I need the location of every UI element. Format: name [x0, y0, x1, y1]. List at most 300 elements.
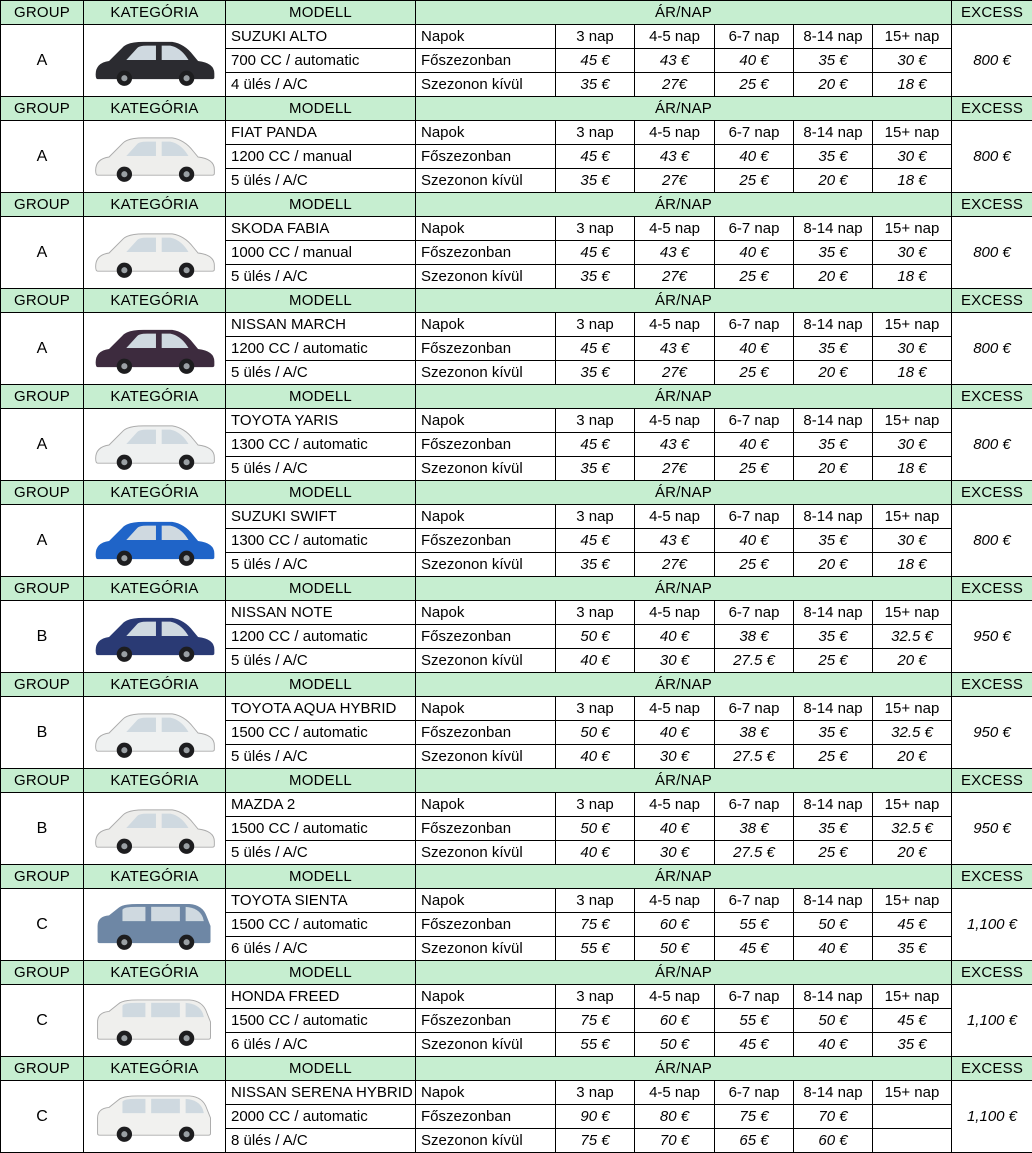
group-header: GROUP [1, 577, 84, 601]
high-season-price: 40 € [715, 145, 794, 169]
off-season-price: 25 € [715, 361, 794, 385]
excess-header: EXCESS [952, 289, 1032, 313]
group-letter: C [1, 985, 84, 1057]
car-engine: 1300 CC / automatic [226, 433, 416, 457]
car-row-days [1, 217, 1032, 241]
off-season-price: 27€ [635, 361, 715, 385]
off-season-label: Szezonon kívül [416, 361, 556, 385]
high-season-price: 43 € [635, 49, 715, 73]
group-letter: B [1, 697, 84, 769]
high-season-price: 75 € [715, 1105, 794, 1129]
ar-nap-header: ÁR/NAP [416, 577, 952, 601]
day-column-header: 4-5 nap [635, 601, 715, 625]
excess-header: EXCESS [952, 673, 1032, 697]
modell-header: MODELL [226, 1057, 416, 1081]
group-letter: A [1, 313, 84, 385]
car-seats: 5 ülés / A/C [226, 169, 416, 193]
day-column-header: 6-7 nap [715, 409, 794, 433]
excess-header: EXCESS [952, 961, 1032, 985]
day-column-header: 8-14 nap [794, 409, 873, 433]
off-season-price: 18 € [873, 457, 952, 481]
off-season-price: 30 € [635, 841, 715, 865]
car-image-cell [84, 1081, 226, 1153]
car-image-cell [84, 889, 226, 961]
car-engine: 1000 CC / manual [226, 241, 416, 265]
group-header: GROUP [1, 1057, 84, 1081]
white-hatchback-car [88, 416, 222, 474]
car-engine: 1500 CC / automatic [226, 721, 416, 745]
day-column-header: 8-14 nap [794, 25, 873, 49]
off-season-price: 25 € [794, 841, 873, 865]
high-season-label: Főszezonban [416, 625, 556, 649]
day-column-header: 3 nap [556, 217, 635, 241]
off-season-label: Szezonon kívül [416, 73, 556, 97]
group-letter: A [1, 25, 84, 97]
excess-value: 800 € [952, 313, 1032, 385]
off-season-price: 35 € [556, 73, 635, 97]
ar-nap-header: ÁR/NAP [416, 865, 952, 889]
kategoria-header: KATEGÓRIA [84, 673, 226, 697]
block-header-row [1, 673, 1032, 697]
block-header-row [1, 289, 1032, 313]
car-image-cell [84, 793, 226, 865]
off-season-price: 35 € [556, 457, 635, 481]
ar-nap-header: ÁR/NAP [416, 481, 952, 505]
group-letter: A [1, 217, 84, 289]
car-model: NISSAN SERENA HYBRID [226, 1081, 416, 1105]
high-season-price: 45 € [556, 529, 635, 553]
high-season-price: 75 € [556, 913, 635, 937]
day-column-header: 8-14 nap [794, 121, 873, 145]
car-row-days [1, 505, 1032, 529]
high-season-price: 45 € [556, 241, 635, 265]
off-season-price: 35 € [556, 265, 635, 289]
car-row-days [1, 25, 1032, 49]
high-season-price: 40 € [715, 529, 794, 553]
kategoria-header: KATEGÓRIA [84, 577, 226, 601]
excess-header: EXCESS [952, 481, 1032, 505]
high-season-price: 38 € [715, 721, 794, 745]
day-column-header: 4-5 nap [635, 697, 715, 721]
day-column-header: 6-7 nap [715, 313, 794, 337]
day-column-header: 6-7 nap [715, 121, 794, 145]
kategoria-header: KATEGÓRIA [84, 865, 226, 889]
excess-header: EXCESS [952, 385, 1032, 409]
off-season-label: Szezonon kívül [416, 553, 556, 577]
off-season-price: 20 € [794, 73, 873, 97]
high-season-label: Főszezonban [416, 529, 556, 553]
high-season-price: 45 € [556, 49, 635, 73]
group-header: GROUP [1, 769, 84, 793]
day-column-header: 6-7 nap [715, 505, 794, 529]
day-column-header: 3 nap [556, 25, 635, 49]
car-row-days [1, 889, 1032, 913]
modell-header: MODELL [226, 769, 416, 793]
ar-nap-header: ÁR/NAP [416, 193, 952, 217]
high-season-price: 40 € [635, 721, 715, 745]
block-header-row [1, 481, 1032, 505]
group-letter: C [1, 1081, 84, 1153]
off-season-price: 35 € [556, 361, 635, 385]
day-column-header: 6-7 nap [715, 985, 794, 1009]
car-image-cell [84, 601, 226, 673]
high-season-price: 45 € [873, 1009, 952, 1033]
high-season-price: 50 € [794, 1009, 873, 1033]
off-season-price: 27€ [635, 73, 715, 97]
high-season-price: 35 € [794, 337, 873, 361]
high-season-price: 40 € [715, 433, 794, 457]
day-column-header: 8-14 nap [794, 601, 873, 625]
day-column-header: 4-5 nap [635, 217, 715, 241]
off-season-price: 20 € [873, 745, 952, 769]
high-season-price: 32.5 € [873, 625, 952, 649]
group-header: GROUP [1, 1, 84, 25]
off-season-price: 35 € [556, 169, 635, 193]
high-season-label: Főszezonban [416, 337, 556, 361]
high-season-label: Főszezonban [416, 241, 556, 265]
day-column-header: 6-7 nap [715, 697, 794, 721]
car-seats: 6 ülés / A/C [226, 1033, 416, 1057]
block-header-row [1, 1057, 1032, 1081]
group-letter: A [1, 409, 84, 481]
group-letter: B [1, 601, 84, 673]
off-season-price: 27€ [635, 553, 715, 577]
kategoria-header: KATEGÓRIA [84, 769, 226, 793]
off-season-price: 27.5 € [715, 841, 794, 865]
day-column-header: 8-14 nap [794, 1081, 873, 1105]
kategoria-header: KATEGÓRIA [84, 193, 226, 217]
excess-value: 1,100 € [952, 985, 1032, 1057]
high-season-label: Főszezonban [416, 721, 556, 745]
white-hatchback-car [88, 704, 222, 762]
off-season-price: 20 € [794, 169, 873, 193]
off-season-label: Szezonon kívül [416, 1129, 556, 1153]
off-season-price: 60 € [794, 1129, 873, 1153]
off-season-label: Szezonon kívül [416, 841, 556, 865]
car-engine: 1200 CC / automatic [226, 625, 416, 649]
modell-header: MODELL [226, 385, 416, 409]
high-season-price: 50 € [556, 817, 635, 841]
car-image-cell [84, 121, 226, 193]
off-season-price: 27€ [635, 457, 715, 481]
day-column-header: 6-7 nap [715, 601, 794, 625]
car-model: HONDA FREED [226, 985, 416, 1009]
car-model: TOYOTA YARIS [226, 409, 416, 433]
day-column-header: 8-14 nap [794, 889, 873, 913]
excess-header: EXCESS [952, 577, 1032, 601]
high-season-price: 35 € [794, 721, 873, 745]
car-engine: 1200 CC / automatic [226, 337, 416, 361]
white-minivan-car [88, 1088, 222, 1146]
off-season-price: 45 € [715, 1033, 794, 1057]
car-seats: 5 ülés / A/C [226, 361, 416, 385]
excess-header: EXCESS [952, 1, 1032, 25]
high-season-price: 30 € [873, 337, 952, 361]
high-season-label: Főszezonban [416, 913, 556, 937]
off-season-label: Szezonon kívül [416, 457, 556, 481]
car-model: NISSAN MARCH [226, 313, 416, 337]
day-column-header: 3 nap [556, 121, 635, 145]
purple-hatchback-car [88, 320, 222, 378]
modell-header: MODELL [226, 97, 416, 121]
group-header: GROUP [1, 865, 84, 889]
days-label: Napok [416, 217, 556, 241]
excess-value: 800 € [952, 25, 1032, 97]
car-row-days [1, 1081, 1032, 1105]
off-season-label: Szezonon kívül [416, 745, 556, 769]
day-column-header: 15+ nap [873, 25, 952, 49]
high-season-price: 43 € [635, 529, 715, 553]
car-row-days [1, 121, 1032, 145]
off-season-price: 35 € [873, 1033, 952, 1057]
kategoria-header: KATEGÓRIA [84, 1057, 226, 1081]
day-column-header: 15+ nap [873, 793, 952, 817]
off-season-price: 20 € [794, 265, 873, 289]
blue-hatchback-car [88, 512, 222, 570]
day-column-header: 15+ nap [873, 505, 952, 529]
group-letter: C [1, 889, 84, 961]
high-season-price: 43 € [635, 433, 715, 457]
off-season-price: 20 € [794, 361, 873, 385]
off-season-price: 50 € [635, 1033, 715, 1057]
group-header: GROUP [1, 289, 84, 313]
white-hatchback-car [88, 224, 222, 282]
ar-nap-header: ÁR/NAP [416, 961, 952, 985]
day-column-header: 8-14 nap [794, 985, 873, 1009]
off-season-price: 40 € [556, 745, 635, 769]
day-column-header: 8-14 nap [794, 793, 873, 817]
high-season-price: 50 € [556, 721, 635, 745]
excess-value: 950 € [952, 697, 1032, 769]
high-season-price: 50 € [794, 913, 873, 937]
kategoria-header: KATEGÓRIA [84, 289, 226, 313]
block-header-row [1, 961, 1032, 985]
off-season-label: Szezonon kívül [416, 1033, 556, 1057]
high-season-price: 35 € [794, 529, 873, 553]
car-seats: 8 ülés / A/C [226, 1129, 416, 1153]
car-row-days [1, 793, 1032, 817]
group-header: GROUP [1, 193, 84, 217]
modell-header: MODELL [226, 481, 416, 505]
off-season-price: 35 € [873, 937, 952, 961]
modell-header: MODELL [226, 673, 416, 697]
modell-header: MODELL [226, 193, 416, 217]
high-season-price: 38 € [715, 625, 794, 649]
navy-hatchback-car [88, 608, 222, 666]
kategoria-header: KATEGÓRIA [84, 385, 226, 409]
off-season-price: 27.5 € [715, 649, 794, 673]
kategoria-header: KATEGÓRIA [84, 961, 226, 985]
car-model: TOYOTA AQUA HYBRID [226, 697, 416, 721]
high-season-price: 55 € [715, 913, 794, 937]
excess-header: EXCESS [952, 769, 1032, 793]
high-season-price: 30 € [873, 49, 952, 73]
car-image-cell [84, 505, 226, 577]
excess-header: EXCESS [952, 97, 1032, 121]
car-image-cell [84, 985, 226, 1057]
off-season-price: 30 € [635, 745, 715, 769]
car-image-cell [84, 217, 226, 289]
group-header: GROUP [1, 673, 84, 697]
car-seats: 5 ülés / A/C [226, 649, 416, 673]
off-season-price: 30 € [635, 649, 715, 673]
kategoria-header: KATEGÓRIA [84, 1, 226, 25]
car-seats: 5 ülés / A/C [226, 457, 416, 481]
day-column-header: 4-5 nap [635, 889, 715, 913]
day-column-header: 6-7 nap [715, 1081, 794, 1105]
day-column-header: 15+ nap [873, 697, 952, 721]
high-season-price: 35 € [794, 625, 873, 649]
excess-value: 800 € [952, 121, 1032, 193]
high-season-price: 38 € [715, 817, 794, 841]
day-column-header: 4-5 nap [635, 121, 715, 145]
car-engine: 1300 CC / automatic [226, 529, 416, 553]
car-model: SUZUKI SWIFT [226, 505, 416, 529]
excess-header: EXCESS [952, 865, 1032, 889]
high-season-label: Főszezonban [416, 145, 556, 169]
day-column-header: 15+ nap [873, 601, 952, 625]
off-season-price: 55 € [556, 1033, 635, 1057]
days-label: Napok [416, 697, 556, 721]
car-image-cell [84, 313, 226, 385]
white-minivan-car [88, 992, 222, 1050]
day-column-header: 8-14 nap [794, 217, 873, 241]
high-season-price: 75 € [556, 1009, 635, 1033]
off-season-price: 27€ [635, 265, 715, 289]
modell-header: MODELL [226, 577, 416, 601]
black-hatchback-car [88, 32, 222, 90]
block-header-row [1, 193, 1032, 217]
day-column-header: 6-7 nap [715, 25, 794, 49]
day-column-header: 4-5 nap [635, 409, 715, 433]
days-label: Napok [416, 409, 556, 433]
car-seats: 5 ülés / A/C [226, 745, 416, 769]
days-label: Napok [416, 121, 556, 145]
off-season-price: 27€ [635, 169, 715, 193]
high-season-price: 40 € [715, 241, 794, 265]
excess-value: 1,100 € [952, 1081, 1032, 1153]
white-hatchback-car [88, 800, 222, 858]
day-column-header: 3 nap [556, 505, 635, 529]
day-column-header: 3 nap [556, 601, 635, 625]
car-seats: 6 ülés / A/C [226, 937, 416, 961]
kategoria-header: KATEGÓRIA [84, 481, 226, 505]
high-season-price: 45 € [556, 145, 635, 169]
car-image-cell [84, 697, 226, 769]
modell-header: MODELL [226, 865, 416, 889]
ar-nap-header: ÁR/NAP [416, 1057, 952, 1081]
car-image-cell [84, 25, 226, 97]
off-season-price: 25 € [794, 745, 873, 769]
days-label: Napok [416, 793, 556, 817]
off-season-price: 18 € [873, 73, 952, 97]
block-header-row [1, 97, 1032, 121]
modell-header: MODELL [226, 289, 416, 313]
off-season-price: 25 € [715, 169, 794, 193]
off-season-label: Szezonon kívül [416, 169, 556, 193]
day-column-header: 4-5 nap [635, 313, 715, 337]
high-season-price: 35 € [794, 49, 873, 73]
excess-value: 950 € [952, 793, 1032, 865]
off-season-label: Szezonon kívül [416, 265, 556, 289]
high-season-price: 40 € [635, 817, 715, 841]
day-column-header: 15+ nap [873, 985, 952, 1009]
day-column-header: 6-7 nap [715, 217, 794, 241]
modell-header: MODELL [226, 961, 416, 985]
car-engine: 1200 CC / manual [226, 145, 416, 169]
car-engine: 700 CC / automatic [226, 49, 416, 73]
car-model: FIAT PANDA [226, 121, 416, 145]
day-column-header: 6-7 nap [715, 793, 794, 817]
modell-header: MODELL [226, 1, 416, 25]
car-engine: 1500 CC / automatic [226, 817, 416, 841]
car-engine: 1500 CC / automatic [226, 913, 416, 937]
off-season-price: 18 € [873, 361, 952, 385]
high-season-price: 40 € [715, 49, 794, 73]
high-season-price: 35 € [794, 433, 873, 457]
off-season-price: 50 € [635, 937, 715, 961]
day-column-header: 15+ nap [873, 313, 952, 337]
high-season-price: 30 € [873, 241, 952, 265]
high-season-price: 50 € [556, 625, 635, 649]
car-row-days [1, 697, 1032, 721]
car-row-days [1, 313, 1032, 337]
day-column-header: 3 nap [556, 409, 635, 433]
car-row-days [1, 409, 1032, 433]
white-hatchback-car [88, 128, 222, 186]
ar-nap-header: ÁR/NAP [416, 97, 952, 121]
car-model: NISSAN NOTE [226, 601, 416, 625]
off-season-price: 75 € [556, 1129, 635, 1153]
high-season-price: 45 € [556, 337, 635, 361]
group-header: GROUP [1, 481, 84, 505]
high-season-price: 70 € [794, 1105, 873, 1129]
off-season-price [873, 1129, 952, 1153]
high-season-price: 43 € [635, 241, 715, 265]
high-season-price: 90 € [556, 1105, 635, 1129]
off-season-price: 45 € [715, 937, 794, 961]
car-engine: 1500 CC / automatic [226, 1009, 416, 1033]
off-season-price: 25 € [715, 73, 794, 97]
block-header-row [1, 385, 1032, 409]
day-column-header: 15+ nap [873, 121, 952, 145]
group-letter: A [1, 505, 84, 577]
off-season-label: Szezonon kívül [416, 937, 556, 961]
days-label: Napok [416, 601, 556, 625]
day-column-header: 8-14 nap [794, 697, 873, 721]
car-seats: 4 ülés / A/C [226, 73, 416, 97]
day-column-header: 15+ nap [873, 409, 952, 433]
days-label: Napok [416, 25, 556, 49]
day-column-header: 4-5 nap [635, 985, 715, 1009]
ar-nap-header: ÁR/NAP [416, 769, 952, 793]
high-season-price: 55 € [715, 1009, 794, 1033]
kategoria-header: KATEGÓRIA [84, 97, 226, 121]
car-model: SKODA FABIA [226, 217, 416, 241]
days-label: Napok [416, 313, 556, 337]
block-header-row [1, 769, 1032, 793]
day-column-header: 8-14 nap [794, 505, 873, 529]
off-season-price: 25 € [715, 553, 794, 577]
high-season-price: 45 € [873, 913, 952, 937]
day-column-header: 3 nap [556, 889, 635, 913]
high-season-label: Főszezonban [416, 49, 556, 73]
group-letter: B [1, 793, 84, 865]
off-season-price: 25 € [794, 649, 873, 673]
high-season-label: Főszezonban [416, 1009, 556, 1033]
block-header-row [1, 577, 1032, 601]
high-season-price: 60 € [635, 1009, 715, 1033]
